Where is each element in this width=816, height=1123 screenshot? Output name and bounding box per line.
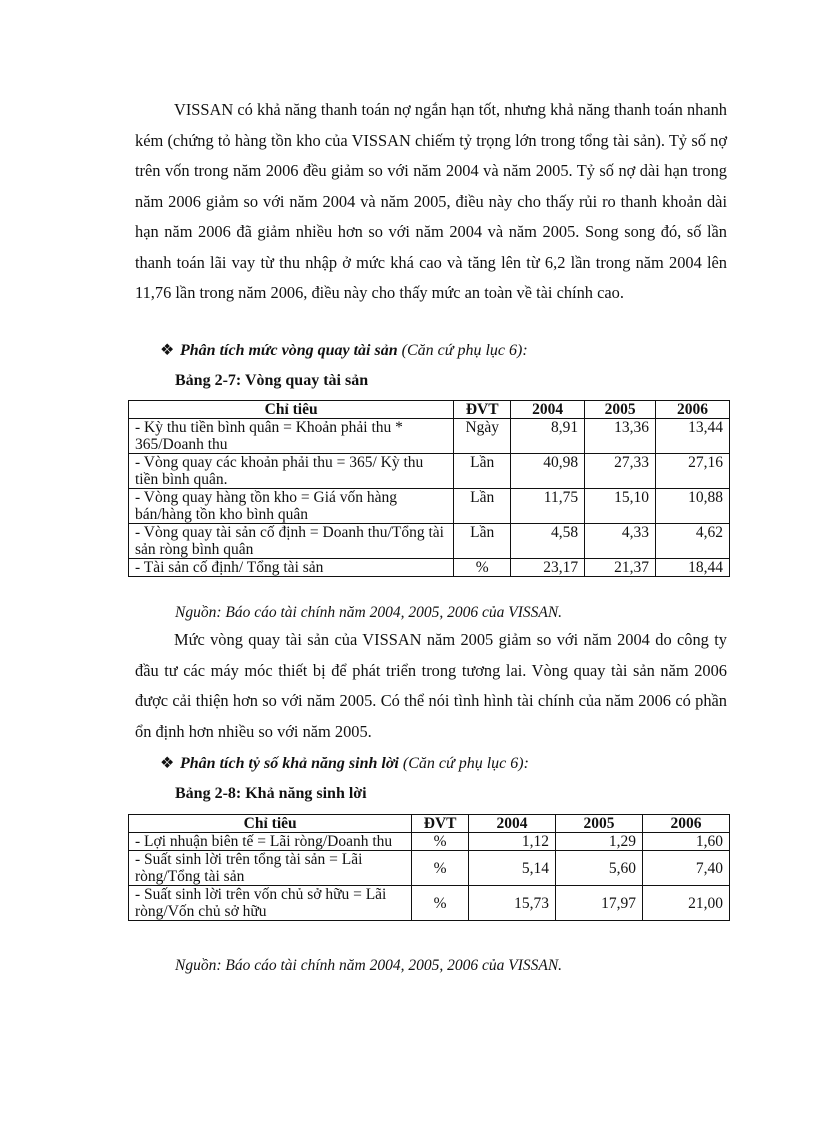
value-2006: 21,00 [642,886,729,921]
value-2005: 5,60 [555,851,642,886]
value-2005: 27,33 [585,454,656,489]
row-label: - Vòng quay tài sản cố định = Doanh thu/Tổng tài sản ròng bình quân [129,524,454,559]
value-2006: 7,40 [642,851,729,886]
value-2006: 10,88 [656,489,730,524]
row-unit: % [412,833,469,851]
value-2004: 11,75 [511,489,585,524]
middle-paragraph: Mức vòng quay tài sản của VISSAN năm 2005 giảm so với năm 2004 do công ty đầu tư các máy móc thiết bị để phát triển trong tương lai. Vòng quay tài sản năm 2006 được cải thiện hơn so với năm 2005. Có thể nói tình hình tài chính của năm 2006 có phần ổn định hơn nhiều so với năm 2005. [135,630,727,741]
row-unit: Lần [454,454,511,489]
header-indicator: Chỉ tiêu [129,401,454,419]
row-unit: Lần [454,524,511,559]
value-2006: 1,60 [642,833,729,851]
value-2005: 1,29 [555,833,642,851]
value-2004: 15,73 [468,886,555,921]
value-2005: 21,37 [585,559,656,577]
value-2005: 13,36 [585,419,656,454]
row-unit: % [412,851,469,886]
section-heading-note: (Căn cứ phụ lục 6): [397,342,528,359]
table-row [129,489,730,524]
header-2005: 2005 [555,815,642,833]
value-2006: 13,44 [656,419,730,454]
table-header-row [129,401,730,419]
header-2006: 2006 [656,401,730,419]
section-heading-bold: Phân tích tỷ số khả năng sinh lời [180,755,399,772]
table-header-row [129,815,730,833]
value-2006: 4,62 [656,524,730,559]
row-unit: Ngày [454,419,511,454]
value-2004: 40,98 [511,454,585,489]
profitability-table [128,814,730,921]
value-2004: 4,58 [511,524,585,559]
table-row [129,559,730,577]
table1-source: Nguồn: Báo cáo tài chính năm 2004, 2005, 2006 của VISSAN. [175,604,563,621]
value-2006: 18,44 [656,559,730,577]
table-row [129,833,730,851]
table2-source: Nguồn: Báo cáo tài chính năm 2004, 2005, 2006 của VISSAN. [175,957,563,974]
section-heading-note: (Căn cứ phụ lục 6): [398,755,529,772]
intro-paragraph: VISSAN có khả năng thanh toán nợ ngắn hạn tốt, nhưng khả năng thanh toán nhanh kém (chứng tỏ hàng tồn kho của VISSAN chiếm tỷ trọng lớn trong tổng tài sản). Tỷ số nợ trên vốn trong năm 2006 đều giảm so với năm 2004 và năm 2005. Tỷ số nợ dài hạn trong năm 2006 giảm so với năm 2004 và năm 2005, điều này cho thấy rủi ro thanh khoản dài hạn năm 2006 đã giảm nhiều hơn so với năm 2004 và năm 2005. Song song đó, số lần thanh toán lãi vay từ thu nhập ở mức khá cao và tăng lên từ 6,2 lần trong năm 2004 lên 11,76 lần trong năm 2006, điều này cho thấy mức an toàn về tài chính cao. [135,100,727,302]
table-row [129,419,730,454]
table-row [129,454,730,489]
table-caption-2-7: Bảng 2-7: Vòng quay tài sản [175,372,369,389]
row-label: - Lợi nhuận biên tế = Lãi ròng/Doanh thu [129,833,412,851]
diamond-bullet-icon: ❖ [160,342,175,359]
value-2006: 27,16 [656,454,730,489]
value-2004: 23,17 [511,559,585,577]
row-label: - Vòng quay hàng tồn kho = Giá vốn hàng bán/hàng tồn kho bình quân [129,489,454,524]
row-unit: Lần [454,489,511,524]
header-unit: ĐVT [412,815,469,833]
value-2004: 1,12 [468,833,555,851]
row-label: - Suất sinh lời trên tổng tài sản = Lãi ròng/Tổng tài sản [129,851,412,886]
value-2005: 17,97 [555,886,642,921]
row-label: - Tài sản cố định/ Tổng tài sản [129,559,454,577]
diamond-bullet-icon: ❖ [160,755,175,772]
asset-turnover-table [128,400,730,577]
section-heading-profitability [160,753,529,773]
value-2005: 15,10 [585,489,656,524]
row-label: - Suất sinh lời trên vốn chủ sở hữu = Lãi ròng/Vốn chủ sở hữu [129,886,412,921]
header-2005: 2005 [585,401,656,419]
table-caption-2-8: Bảng 2-8: Khả năng sinh lời [175,785,367,802]
row-label: - Vòng quay các khoản phải thu = 365/ Kỳ thu tiền bình quân. [129,454,454,489]
row-unit: % [412,886,469,921]
row-label: - Kỳ thu tiền bình quân = Khoản phải thu * 365/Doanh thu [129,419,454,454]
section-heading-asset-turnover [160,340,528,360]
table-row [129,524,730,559]
header-2004: 2004 [511,401,585,419]
header-2004: 2004 [468,815,555,833]
header-2006: 2006 [642,815,729,833]
value-2004: 8,91 [511,419,585,454]
table-row [129,886,730,921]
value-2004: 5,14 [468,851,555,886]
row-unit: % [454,559,511,577]
table-row [129,851,730,886]
value-2005: 4,33 [585,524,656,559]
section-heading-bold: Phân tích mức vòng quay tài sản [180,342,398,359]
header-unit: ĐVT [454,401,511,419]
header-indicator: Chỉ tiêu [129,815,412,833]
